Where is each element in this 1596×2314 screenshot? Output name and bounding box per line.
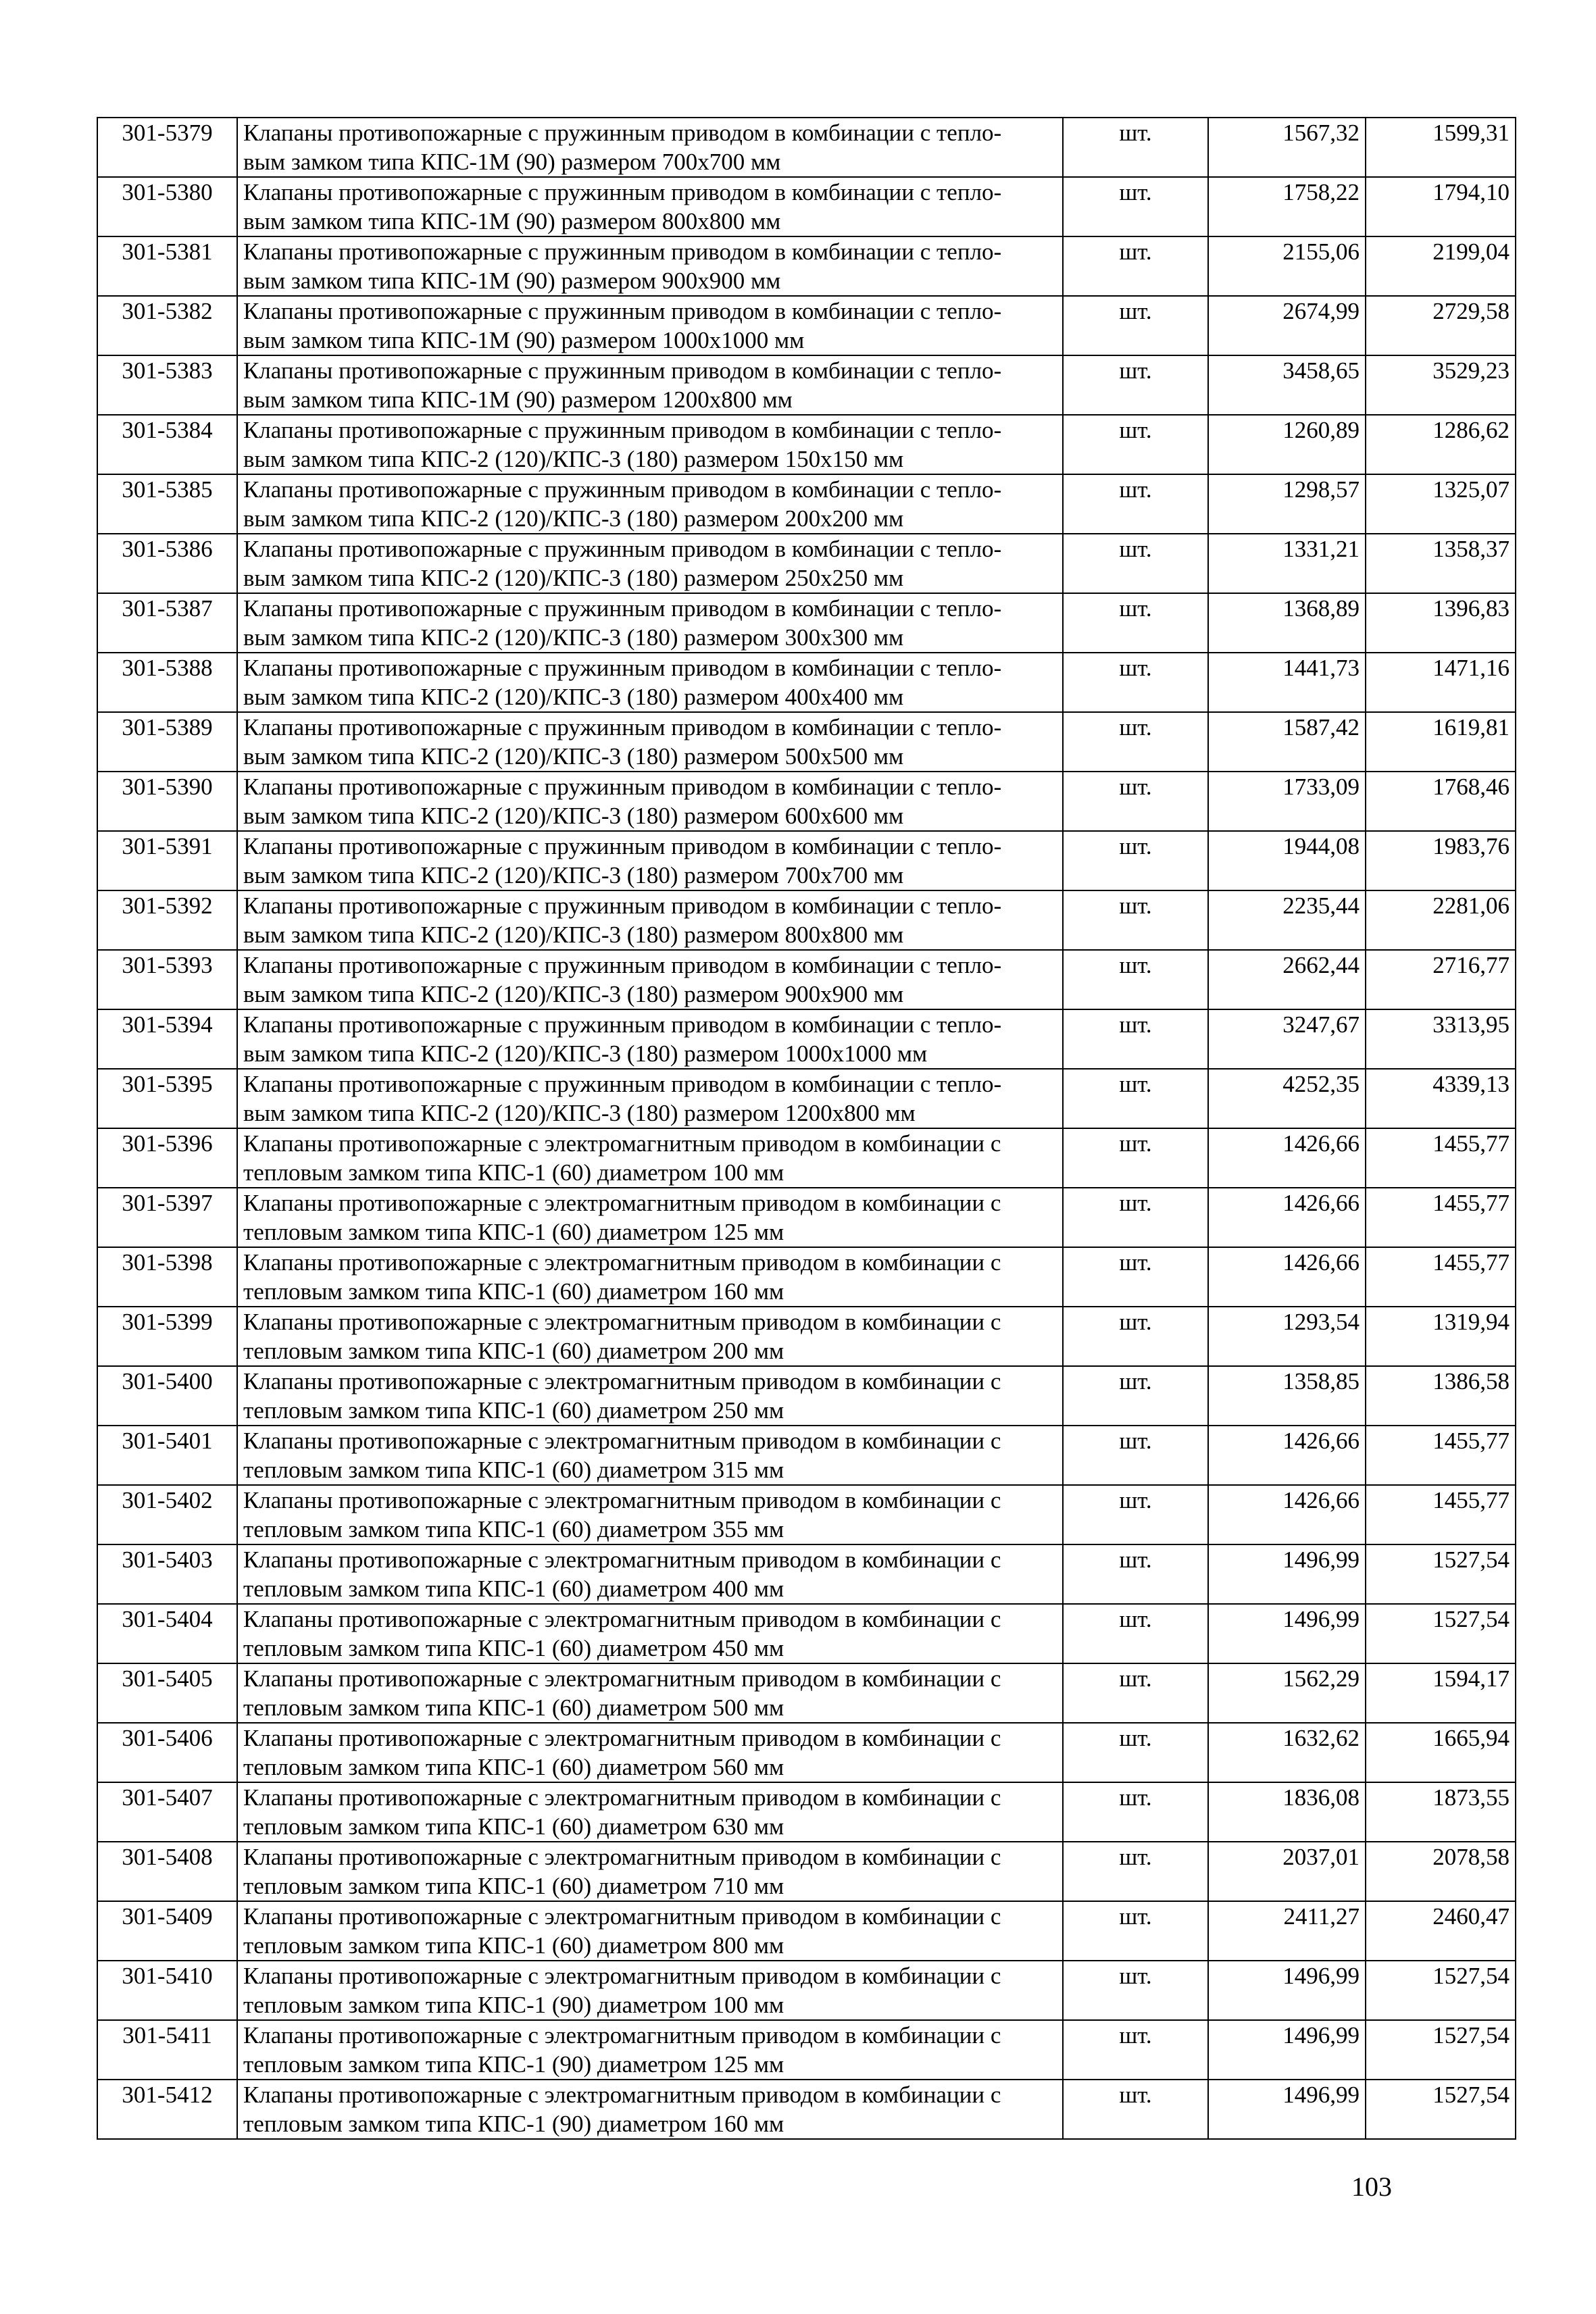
table-row bbox=[97, 1188, 1516, 1247]
item-price-1: 1441,73 bbox=[1208, 653, 1366, 712]
description-line-2: вым замком типа КПС-2 (120)/КПС-3 (180) размером 1000x1000 мм bbox=[243, 1040, 928, 1067]
table-row bbox=[97, 534, 1516, 593]
item-description bbox=[237, 1426, 1063, 1485]
item-price-1: 4252,35 bbox=[1208, 1069, 1366, 1128]
item-description bbox=[237, 1069, 1063, 1128]
item-code: 301-5405 bbox=[97, 1663, 237, 1723]
item-unit: шт. bbox=[1063, 1307, 1208, 1366]
item-price-2: 2078,58 bbox=[1366, 1842, 1516, 1901]
item-description bbox=[237, 712, 1063, 772]
table-row bbox=[97, 950, 1516, 1009]
item-unit: шт. bbox=[1063, 1604, 1208, 1663]
description-line-1: Клапаны противопожарные с пружинным приводом в комбинации с тепло- bbox=[243, 357, 1002, 384]
description-line-2: вым замком типа КПС-1М (90) размером 1000x1000 мм bbox=[243, 327, 805, 353]
item-unit: шт. bbox=[1063, 653, 1208, 712]
table-row bbox=[97, 177, 1516, 236]
description-line-2: вым замком типа КПС-2 (120)/КПС-3 (180) размером 400x400 мм bbox=[243, 684, 904, 710]
item-price-1: 1836,08 bbox=[1208, 1782, 1366, 1842]
table-row bbox=[97, 653, 1516, 712]
description-line-1: Клапаны противопожарные с электромагнитным приводом в комбинации с bbox=[243, 1190, 1001, 1216]
item-price-2: 1319,94 bbox=[1366, 1307, 1516, 1366]
table-row bbox=[97, 1604, 1516, 1663]
description-line-1: Клапаны противопожарные с пружинным приводом в комбинации с тепло- bbox=[243, 417, 1002, 443]
description-line-2: вым замком типа КПС-2 (120)/КПС-3 (180) размером 600x600 мм bbox=[243, 803, 904, 829]
item-price-2: 1286,62 bbox=[1366, 415, 1516, 474]
description-line-2: тепловым замком типа КПС-1 (60) диаметром 355 мм bbox=[243, 1516, 784, 1542]
description-line-2: тепловым замком типа КПС-1 (90) диаметром 125 мм bbox=[243, 2051, 784, 2078]
item-price-2: 2729,58 bbox=[1366, 296, 1516, 355]
item-price-1: 1562,29 bbox=[1208, 1663, 1366, 1723]
item-price-2: 1619,81 bbox=[1366, 712, 1516, 772]
description-line-2: вым замком типа КПС-2 (120)/КПС-3 (180) размером 900x900 мм bbox=[243, 981, 904, 1007]
description-line-2: вым замком типа КПС-1М (90) размером 1200x800 мм bbox=[243, 386, 793, 413]
description-line-2: тепловым замком типа КПС-1 (60) диаметром 125 мм bbox=[243, 1219, 784, 1245]
item-price-2: 1527,54 bbox=[1366, 2020, 1516, 2080]
item-description bbox=[237, 890, 1063, 950]
item-price-2: 1599,31 bbox=[1366, 118, 1516, 177]
description-line-1: Клапаны противопожарные с электромагнитным приводом в комбинации с bbox=[243, 1546, 1001, 1573]
table-row bbox=[97, 1961, 1516, 2020]
item-price-1: 1260,89 bbox=[1208, 415, 1366, 474]
table-row bbox=[97, 593, 1516, 653]
item-unit: шт. bbox=[1063, 1366, 1208, 1426]
item-unit: шт. bbox=[1063, 1009, 1208, 1069]
description-line-2: вым замком типа КПС-2 (120)/КПС-3 (180) размером 700x700 мм bbox=[243, 862, 904, 888]
description-line-1: Клапаны противопожарные с электромагнитным приводом в комбинации с bbox=[243, 1784, 1001, 1811]
item-description bbox=[237, 1961, 1063, 2020]
description-line-1: Клапаны противопожарные с пружинным приводом в комбинации с тепло- bbox=[243, 298, 1002, 324]
description-line-1: Клапаны противопожарные с электромагнитным приводом в комбинации с bbox=[243, 1844, 1001, 1870]
description-line-1: Клапаны противопожарные с электромагнитным приводом в комбинации с bbox=[243, 1665, 1001, 1692]
item-code: 301-5412 bbox=[97, 2080, 237, 2139]
description-line-2: тепловым замком типа КПС-1 (60) диаметром 560 мм bbox=[243, 1754, 784, 1780]
item-description bbox=[237, 1485, 1063, 1544]
description-line-2: вым замком типа КПС-2 (120)/КПС-3 (180) размером 800x800 мм bbox=[243, 922, 904, 948]
item-code: 301-5381 bbox=[97, 236, 237, 296]
item-price-1: 1426,66 bbox=[1208, 1247, 1366, 1307]
table-row bbox=[97, 1009, 1516, 1069]
item-code: 301-5388 bbox=[97, 653, 237, 712]
item-code: 301-5392 bbox=[97, 890, 237, 950]
table-row bbox=[97, 1901, 1516, 1961]
item-code: 301-5393 bbox=[97, 950, 237, 1009]
item-price-1: 3458,65 bbox=[1208, 355, 1366, 415]
item-unit: шт. bbox=[1063, 1663, 1208, 1723]
description-line-2: тепловым замком типа КПС-1 (60) диаметром 100 мм bbox=[243, 1159, 784, 1186]
description-line-2: тепловым замком типа КПС-1 (90) диаметром 160 мм bbox=[243, 2111, 784, 2137]
item-price-1: 1298,57 bbox=[1208, 474, 1366, 534]
description-line-2: тепловым замком типа КПС-1 (60) диаметром 315 мм bbox=[243, 1457, 784, 1483]
description-line-1: Клапаны противопожарные с пружинным приводом в комбинации с тепло- bbox=[243, 1011, 1002, 1038]
item-description bbox=[237, 593, 1063, 653]
description-line-2: тепловым замком типа КПС-1 (90) диаметром 100 мм bbox=[243, 1992, 784, 2018]
item-price-2: 1983,76 bbox=[1366, 831, 1516, 890]
item-code: 301-5380 bbox=[97, 177, 237, 236]
table-row bbox=[97, 1544, 1516, 1604]
item-price-2: 1455,77 bbox=[1366, 1128, 1516, 1188]
item-unit: шт. bbox=[1063, 831, 1208, 890]
description-line-2: тепловым замком типа КПС-1 (60) диаметром 630 мм bbox=[243, 1813, 784, 1840]
item-description bbox=[237, 1901, 1063, 1961]
item-description bbox=[237, 236, 1063, 296]
description-line-1: Клапаны противопожарные с электромагнитным приводом в комбинации с bbox=[243, 1487, 1001, 1513]
item-unit: шт. bbox=[1063, 1842, 1208, 1901]
item-price-1: 1587,42 bbox=[1208, 712, 1366, 772]
item-code: 301-5404 bbox=[97, 1604, 237, 1663]
description-line-2: тепловым замком типа КПС-1 (60) диаметром 800 мм bbox=[243, 1932, 784, 1959]
description-line-1: Клапаны противопожарные с электромагнитным приводом в комбинации с bbox=[243, 2022, 1001, 2048]
item-unit: шт. bbox=[1063, 415, 1208, 474]
item-description bbox=[237, 534, 1063, 593]
item-price-1: 1733,09 bbox=[1208, 772, 1366, 831]
item-description bbox=[237, 1128, 1063, 1188]
item-price-1: 1426,66 bbox=[1208, 1426, 1366, 1485]
item-unit: шт. bbox=[1063, 1426, 1208, 1485]
item-price-1: 2155,06 bbox=[1208, 236, 1366, 296]
item-code: 301-5395 bbox=[97, 1069, 237, 1128]
item-price-2: 1455,77 bbox=[1366, 1485, 1516, 1544]
item-code: 301-5402 bbox=[97, 1485, 237, 1544]
description-line-1: Клапаны противопожарные с пружинным приводом в комбинации с тепло- bbox=[243, 655, 1002, 681]
item-price-1: 1496,99 bbox=[1208, 1961, 1366, 2020]
item-price-1: 1358,85 bbox=[1208, 1366, 1366, 1426]
item-code: 301-5396 bbox=[97, 1128, 237, 1188]
description-line-1: Клапаны противопожарные с пружинным приводом в комбинации с тепло- bbox=[243, 595, 1002, 622]
item-unit: шт. bbox=[1063, 1128, 1208, 1188]
table-row bbox=[97, 415, 1516, 474]
table-row bbox=[97, 1128, 1516, 1188]
item-unit: шт. bbox=[1063, 177, 1208, 236]
item-code: 301-5397 bbox=[97, 1188, 237, 1247]
item-price-2: 1325,07 bbox=[1366, 474, 1516, 534]
description-line-2: тепловым замком типа КПС-1 (60) диаметром 160 мм bbox=[243, 1278, 784, 1305]
item-description bbox=[237, 950, 1063, 1009]
item-price-2: 2281,06 bbox=[1366, 890, 1516, 950]
item-price-1: 1368,89 bbox=[1208, 593, 1366, 653]
item-description bbox=[237, 474, 1063, 534]
item-code: 301-5403 bbox=[97, 1544, 237, 1604]
description-line-1: Клапаны противопожарные с электромагнитным приводом в комбинации с bbox=[243, 1725, 1001, 1751]
description-line-2: тепловым замком типа КПС-1 (60) диаметром 710 мм bbox=[243, 1873, 784, 1899]
item-price-1: 1331,21 bbox=[1208, 534, 1366, 593]
item-price-1: 1293,54 bbox=[1208, 1307, 1366, 1366]
item-price-2: 1396,83 bbox=[1366, 593, 1516, 653]
item-unit: шт. bbox=[1063, 950, 1208, 1009]
item-code: 301-5409 bbox=[97, 1901, 237, 1961]
table-row bbox=[97, 1069, 1516, 1128]
description-line-1: Клапаны противопожарные с электромагнитным приводом в комбинации с bbox=[243, 1249, 1001, 1276]
item-description bbox=[237, 653, 1063, 712]
item-price-1: 1496,99 bbox=[1208, 2080, 1366, 2139]
item-price-1: 1426,66 bbox=[1208, 1485, 1366, 1544]
item-unit: шт. bbox=[1063, 1723, 1208, 1782]
item-description bbox=[237, 1663, 1063, 1723]
item-price-1: 2037,01 bbox=[1208, 1842, 1366, 1901]
description-line-1: Клапаны противопожарные с пружинным приводом в комбинации с тепло- bbox=[243, 833, 1002, 859]
item-code: 301-5408 bbox=[97, 1842, 237, 1901]
item-description bbox=[237, 2080, 1063, 2139]
description-line-1: Клапаны противопожарные с электромагнитным приводом в комбинации с bbox=[243, 1963, 1001, 1989]
item-description bbox=[237, 415, 1063, 474]
item-price-2: 3529,23 bbox=[1366, 355, 1516, 415]
item-description bbox=[237, 1188, 1063, 1247]
item-unit: шт. bbox=[1063, 772, 1208, 831]
item-description bbox=[237, 772, 1063, 831]
item-price-2: 1527,54 bbox=[1366, 1544, 1516, 1604]
table-row bbox=[97, 712, 1516, 772]
item-price-1: 2662,44 bbox=[1208, 950, 1366, 1009]
item-description bbox=[237, 177, 1063, 236]
description-line-1: Клапаны противопожарные с электромагнитным приводом в комбинации с bbox=[243, 2082, 1001, 2108]
item-code: 301-5407 bbox=[97, 1782, 237, 1842]
item-description bbox=[237, 1723, 1063, 1782]
table-row bbox=[97, 1247, 1516, 1307]
item-price-2: 1527,54 bbox=[1366, 2080, 1516, 2139]
description-line-1: Клапаны противопожарные с пружинным приводом в комбинации с тепло- bbox=[243, 892, 1002, 919]
table-row bbox=[97, 1426, 1516, 1485]
item-code: 301-5385 bbox=[97, 474, 237, 534]
item-description bbox=[237, 1544, 1063, 1604]
item-unit: шт. bbox=[1063, 1069, 1208, 1128]
item-price-1: 1632,62 bbox=[1208, 1723, 1366, 1782]
item-price-2: 1527,54 bbox=[1366, 1604, 1516, 1663]
item-price-2: 1358,37 bbox=[1366, 534, 1516, 593]
description-line-2: тепловым замком типа КПС-1 (60) диаметром 450 мм bbox=[243, 1635, 784, 1661]
item-description bbox=[237, 1842, 1063, 1901]
description-line-1: Клапаны противопожарные с электромагнитным приводом в комбинации с bbox=[243, 1606, 1001, 1632]
table-row bbox=[97, 296, 1516, 355]
table-row bbox=[97, 1723, 1516, 1782]
table-row bbox=[97, 1663, 1516, 1723]
description-line-2: тепловым замком типа КПС-1 (60) диаметром 500 мм bbox=[243, 1694, 784, 1721]
table-row bbox=[97, 1307, 1516, 1366]
item-code: 301-5406 bbox=[97, 1723, 237, 1782]
description-line-1: Клапаны противопожарные с пружинным приводом в комбинации с тепло- bbox=[243, 952, 1002, 978]
item-unit: шт. bbox=[1063, 890, 1208, 950]
item-price-2: 1386,58 bbox=[1366, 1366, 1516, 1426]
item-description bbox=[237, 355, 1063, 415]
item-code: 301-5382 bbox=[97, 296, 237, 355]
description-line-1: Клапаны противопожарные с электромагнитным приводом в комбинации с bbox=[243, 1428, 1001, 1454]
item-description bbox=[237, 296, 1063, 355]
item-price-2: 1527,54 bbox=[1366, 1961, 1516, 2020]
item-unit: шт. bbox=[1063, 2020, 1208, 2080]
table-row bbox=[97, 1842, 1516, 1901]
item-price-1: 1944,08 bbox=[1208, 831, 1366, 890]
description-line-2: вым замком типа КПС-2 (120)/КПС-3 (180) размером 300x300 мм bbox=[243, 624, 904, 651]
description-line-1: Клапаны противопожарные с электромагнитным приводом в комбинации с bbox=[243, 1309, 1001, 1335]
item-description bbox=[237, 1307, 1063, 1366]
item-description bbox=[237, 1247, 1063, 1307]
page-number: 103 bbox=[1351, 2171, 1392, 2202]
item-code: 301-5401 bbox=[97, 1426, 237, 1485]
item-unit: шт. bbox=[1063, 1247, 1208, 1307]
description-line-1: Клапаны противопожарные с пружинным приводом в комбинации с тепло- bbox=[243, 476, 1002, 503]
item-price-1: 2411,27 bbox=[1208, 1901, 1366, 1961]
item-price-2: 1455,77 bbox=[1366, 1188, 1516, 1247]
item-description bbox=[237, 1009, 1063, 1069]
description-line-2: вым замком типа КПС-1М (90) размером 700x700 мм bbox=[243, 149, 781, 175]
description-line-1: Клапаны противопожарные с электромагнитным приводом в комбинации с bbox=[243, 1903, 1001, 1930]
description-line-1: Клапаны противопожарные с пружинным приводом в комбинации с тепло- bbox=[243, 714, 1002, 740]
description-line-2: вым замком типа КПС-2 (120)/КПС-3 (180) размером 1200x800 мм bbox=[243, 1100, 916, 1126]
item-unit: шт. bbox=[1063, 2080, 1208, 2139]
item-price-1: 1567,32 bbox=[1208, 118, 1366, 177]
description-line-1: Клапаны противопожарные с пружинным приводом в комбинации с тепло- bbox=[243, 179, 1002, 205]
table-row bbox=[97, 474, 1516, 534]
item-description bbox=[237, 118, 1063, 177]
item-price-1: 3247,67 bbox=[1208, 1009, 1366, 1069]
item-price-1: 2235,44 bbox=[1208, 890, 1366, 950]
table-row bbox=[97, 890, 1516, 950]
item-description bbox=[237, 831, 1063, 890]
price-table bbox=[97, 117, 1516, 2140]
description-line-2: вым замком типа КПС-2 (120)/КПС-3 (180) размером 250x250 мм bbox=[243, 565, 904, 591]
item-unit: шт. bbox=[1063, 1544, 1208, 1604]
item-unit: шт. bbox=[1063, 296, 1208, 355]
item-unit: шт. bbox=[1063, 593, 1208, 653]
item-code: 301-5384 bbox=[97, 415, 237, 474]
item-unit: шт. bbox=[1063, 712, 1208, 772]
item-price-2: 1873,55 bbox=[1366, 1782, 1516, 1842]
item-price-2: 4339,13 bbox=[1366, 1069, 1516, 1128]
item-price-1: 1496,99 bbox=[1208, 2020, 1366, 2080]
item-unit: шт. bbox=[1063, 1901, 1208, 1961]
item-price-2: 2199,04 bbox=[1366, 236, 1516, 296]
item-code: 301-5389 bbox=[97, 712, 237, 772]
description-line-1: Клапаны противопожарные с пружинным приводом в комбинации с тепло- bbox=[243, 536, 1002, 562]
item-description bbox=[237, 1604, 1063, 1663]
item-unit: шт. bbox=[1063, 1782, 1208, 1842]
item-code: 301-5410 bbox=[97, 1961, 237, 2020]
table-row bbox=[97, 831, 1516, 890]
item-description bbox=[237, 1782, 1063, 1842]
item-price-2: 1794,10 bbox=[1366, 177, 1516, 236]
item-unit: шт. bbox=[1063, 1961, 1208, 2020]
description-line-2: тепловым замком типа КПС-1 (60) диаметром 400 мм bbox=[243, 1576, 784, 1602]
item-price-2: 2460,47 bbox=[1366, 1901, 1516, 1961]
table-row bbox=[97, 118, 1516, 177]
item-code: 301-5398 bbox=[97, 1247, 237, 1307]
description-line-1: Клапаны противопожарные с пружинным приводом в комбинации с тепло- bbox=[243, 120, 1002, 146]
description-line-2: вым замком типа КПС-1М (90) размером 900x900 мм bbox=[243, 268, 781, 294]
item-price-1: 1496,99 bbox=[1208, 1604, 1366, 1663]
item-unit: шт. bbox=[1063, 118, 1208, 177]
table-row bbox=[97, 236, 1516, 296]
item-code: 301-5400 bbox=[97, 1366, 237, 1426]
item-code: 301-5394 bbox=[97, 1009, 237, 1069]
item-unit: шт. bbox=[1063, 534, 1208, 593]
price-table-body bbox=[97, 118, 1516, 2139]
item-price-2: 1665,94 bbox=[1366, 1723, 1516, 1782]
item-code: 301-5411 bbox=[97, 2020, 237, 2080]
description-line-2: тепловым замком типа КПС-1 (60) диаметром 200 мм bbox=[243, 1338, 784, 1364]
item-code: 301-5387 bbox=[97, 593, 237, 653]
item-unit: шт. bbox=[1063, 1485, 1208, 1544]
table-row bbox=[97, 2020, 1516, 2080]
item-unit: шт. bbox=[1063, 1188, 1208, 1247]
item-price-1: 1426,66 bbox=[1208, 1128, 1366, 1188]
item-unit: шт. bbox=[1063, 236, 1208, 296]
item-unit: шт. bbox=[1063, 474, 1208, 534]
item-unit: шт. bbox=[1063, 355, 1208, 415]
item-code: 301-5399 bbox=[97, 1307, 237, 1366]
item-code: 301-5391 bbox=[97, 831, 237, 890]
item-price-2: 1594,17 bbox=[1366, 1663, 1516, 1723]
table-row bbox=[97, 772, 1516, 831]
description-line-2: вым замком типа КПС-2 (120)/КПС-3 (180) размером 500x500 мм bbox=[243, 743, 904, 770]
description-line-2: тепловым замком типа КПС-1 (60) диаметром 250 мм bbox=[243, 1397, 784, 1424]
item-code: 301-5390 bbox=[97, 772, 237, 831]
item-price-2: 1455,77 bbox=[1366, 1426, 1516, 1485]
description-line-2: вым замком типа КПС-2 (120)/КПС-3 (180) размером 200x200 мм bbox=[243, 505, 904, 532]
item-price-1: 1496,99 bbox=[1208, 1544, 1366, 1604]
item-code: 301-5383 bbox=[97, 355, 237, 415]
item-price-2: 1471,16 bbox=[1366, 653, 1516, 712]
table-row bbox=[97, 355, 1516, 415]
item-code: 301-5379 bbox=[97, 118, 237, 177]
item-price-2: 1768,46 bbox=[1366, 772, 1516, 831]
table-row bbox=[97, 1782, 1516, 1842]
table-row bbox=[97, 2080, 1516, 2139]
item-code: 301-5386 bbox=[97, 534, 237, 593]
item-price-2: 2716,77 bbox=[1366, 950, 1516, 1009]
description-line-2: вым замком типа КПС-1М (90) размером 800x800 мм bbox=[243, 208, 781, 234]
description-line-1: Клапаны противопожарные с пружинным приводом в комбинации с тепло- bbox=[243, 774, 1002, 800]
description-line-1: Клапаны противопожарные с пружинным приводом в комбинации с тепло- bbox=[243, 238, 1002, 265]
table-row bbox=[97, 1366, 1516, 1426]
description-line-1: Клапаны противопожарные с электромагнитным приводом в комбинации с bbox=[243, 1130, 1001, 1157]
item-price-2: 3313,95 bbox=[1366, 1009, 1516, 1069]
description-line-1: Клапаны противопожарные с пружинным приводом в комбинации с тепло- bbox=[243, 1071, 1002, 1097]
item-price-1: 1426,66 bbox=[1208, 1188, 1366, 1247]
description-line-2: вым замком типа КПС-2 (120)/КПС-3 (180) размером 150x150 мм bbox=[243, 446, 904, 472]
item-price-2: 1455,77 bbox=[1366, 1247, 1516, 1307]
description-line-1: Клапаны противопожарные с электромагнитным приводом в комбинации с bbox=[243, 1368, 1001, 1394]
item-price-1: 1758,22 bbox=[1208, 177, 1366, 236]
table-row bbox=[97, 1485, 1516, 1544]
item-price-1: 2674,99 bbox=[1208, 296, 1366, 355]
item-description bbox=[237, 2020, 1063, 2080]
item-description bbox=[237, 1366, 1063, 1426]
